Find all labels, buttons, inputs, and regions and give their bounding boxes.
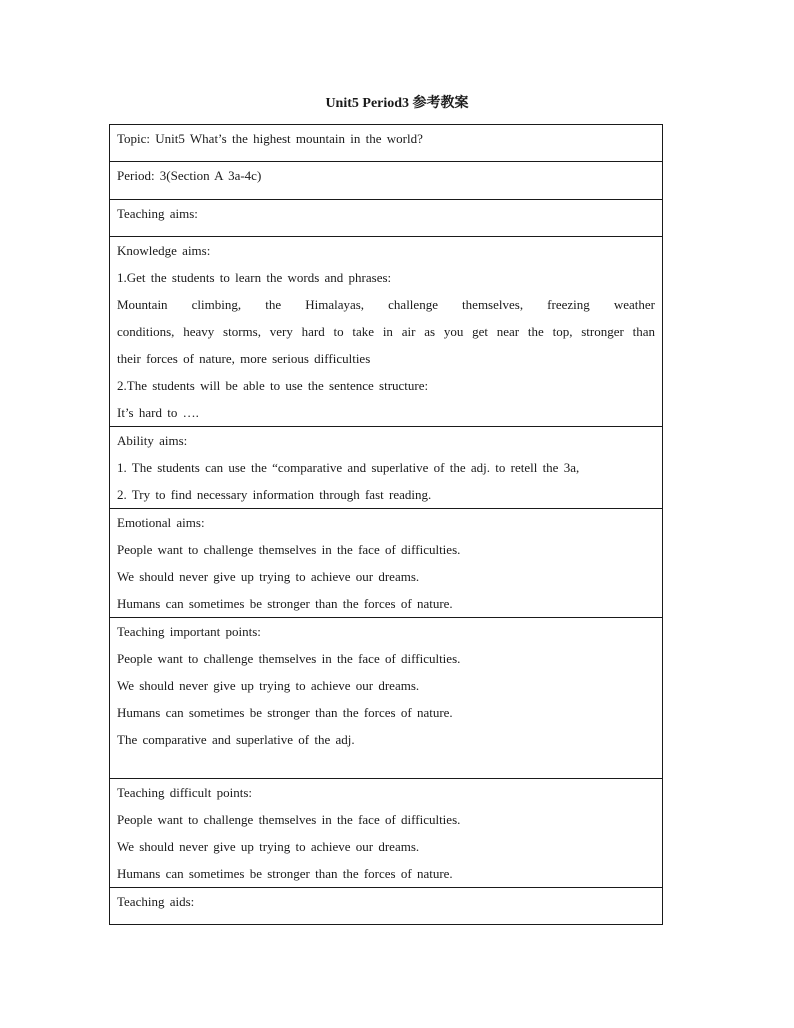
difficult-line-1: People want to challenge themselves in the face of difficulties. xyxy=(117,812,461,827)
table-row-ability-aims xyxy=(110,427,663,509)
teaching-aims-heading: Teaching aims: xyxy=(117,206,198,221)
table-row-important-points xyxy=(110,618,663,779)
table-row-difficult-points xyxy=(110,779,663,888)
emotional-line-1: People want to challenge themselves in the face of difficulties. xyxy=(117,542,461,557)
knowledge-line-1: 1.Get the students to learn the words and phrases: xyxy=(117,270,392,285)
teaching-aids-heading: Teaching aids: xyxy=(117,894,195,909)
topic-text: Topic: Unit5 What’s the highest mountain in the world? xyxy=(117,131,423,146)
cell-ability-aims xyxy=(110,427,663,509)
ability-line-2: 2. Try to find necessary information through fast reading. xyxy=(117,487,432,502)
cell-emotional-aims xyxy=(110,509,663,618)
table-row-teaching-aims xyxy=(110,200,663,237)
difficult-line-3: Humans can sometimes be stronger than the forces of nature. xyxy=(117,866,453,881)
important-line-2: We should never give up trying to achieve our dreams. xyxy=(117,678,420,693)
cell-teaching-aims xyxy=(110,200,663,237)
table-row-topic xyxy=(110,125,663,162)
cell-teaching-aids xyxy=(110,888,663,925)
knowledge-line-4: their forces of nature, more serious difficulties xyxy=(117,351,371,366)
ability-aims-heading: Ability aims: xyxy=(117,433,188,448)
cell-important-points xyxy=(110,618,663,779)
ability-line-1: 1. The students can use the “comparative and superlative of the adj. to retell the 3a, xyxy=(117,460,580,475)
emotional-line-2: We should never give up trying to achieve our dreams. xyxy=(117,569,420,584)
knowledge-line-3: conditions, heavy storms, very hard to take in air as you get near the top, stronger than xyxy=(117,324,655,339)
knowledge-aims-heading: Knowledge aims: xyxy=(117,243,211,258)
cell-topic xyxy=(110,125,663,162)
table-row-emotional-aims xyxy=(110,509,663,618)
cell-difficult-points xyxy=(110,779,663,888)
table-row-knowledge-aims xyxy=(110,237,663,427)
important-line-3: Humans can sometimes be stronger than the forces of nature. xyxy=(117,705,453,720)
page-title: Unit5 Period3 参考教案 xyxy=(325,96,469,111)
important-points-heading: Teaching important points: xyxy=(117,624,261,639)
difficult-line-2: We should never give up trying to achieve our dreams. xyxy=(117,839,420,854)
period-text: Period: 3(Section A 3a-4c) xyxy=(117,168,262,183)
table-row-teaching-aids xyxy=(110,888,663,925)
knowledge-line-2: Mountain climbing, the Himalayas, challenge themselves, freezing weather xyxy=(117,297,655,312)
table-row-period xyxy=(110,162,663,200)
difficult-points-heading: Teaching difficult points: xyxy=(117,785,252,800)
important-line-4: The comparative and superlative of the adj. xyxy=(117,732,355,747)
cell-period xyxy=(110,162,663,200)
emotional-aims-heading: Emotional aims: xyxy=(117,515,205,530)
knowledge-line-5: 2.The students will be able to use the sentence structure: xyxy=(117,378,429,393)
cell-knowledge-aims xyxy=(110,237,663,427)
emotional-line-3: Humans can sometimes be stronger than the forces of nature. xyxy=(117,596,453,611)
knowledge-line-6: It’s hard to …. xyxy=(117,405,199,420)
lesson-plan-table xyxy=(109,124,663,925)
important-line-1: People want to challenge themselves in the face of difficulties. xyxy=(117,651,461,666)
